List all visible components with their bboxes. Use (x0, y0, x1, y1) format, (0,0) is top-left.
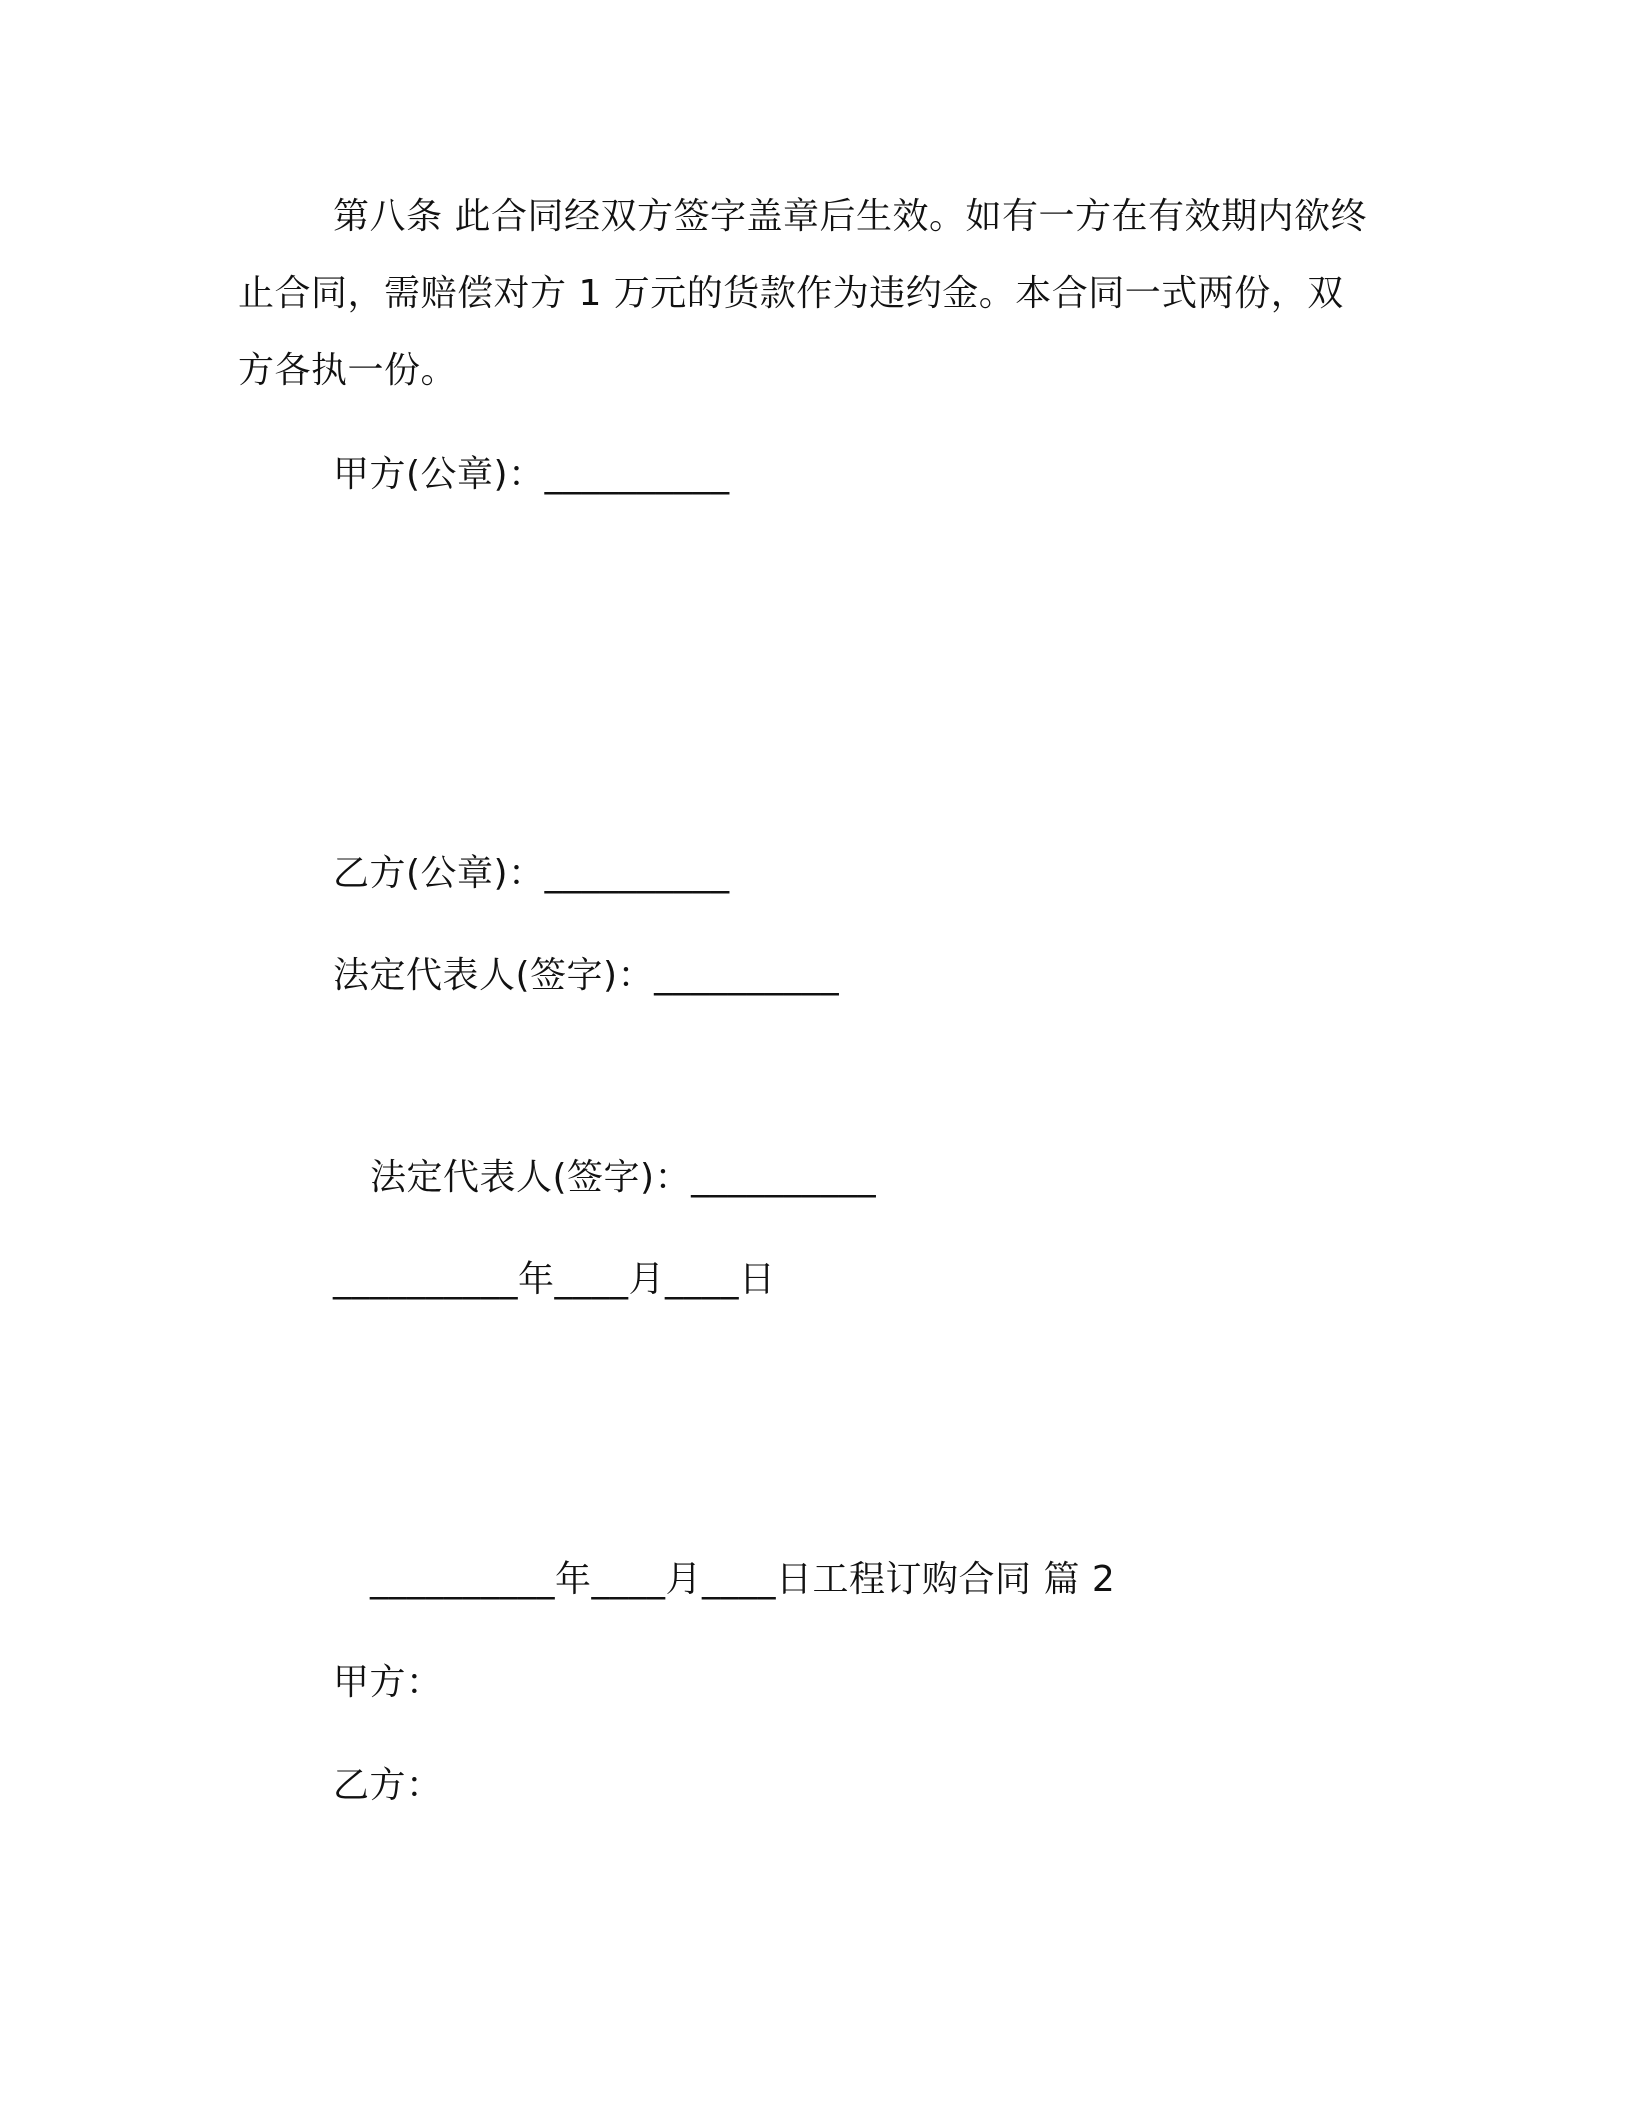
date-line: __________年____月____日 (333, 1259, 776, 1300)
article8-line2: 止合同，需赔偿对方 1 万元的货款作为违约金。本合同一式两份，双 (238, 273, 1344, 314)
article8-line1: 第八条 此合同经双方签字盖章后生效。如有一方在有效期内欲终 (333, 196, 1367, 237)
legal-rep-signature-line-2: 法定代表人(签字)：__________ (370, 1157, 877, 1198)
contract2-title: __________年____月____日工程订购合同 篇 2 (370, 1559, 1116, 1600)
legal-rep-signature-line-1: 法定代表人(签字)：__________ (333, 955, 840, 996)
party-a-seal-line: 甲方(公章)：__________ (333, 454, 730, 495)
party-b-label: 乙方： (333, 1765, 443, 1806)
party-a-label: 甲方： (333, 1662, 443, 1703)
party-b-seal-line: 乙方(公章)：__________ (333, 853, 730, 894)
article8-line3: 方各执一份。 (238, 350, 458, 391)
